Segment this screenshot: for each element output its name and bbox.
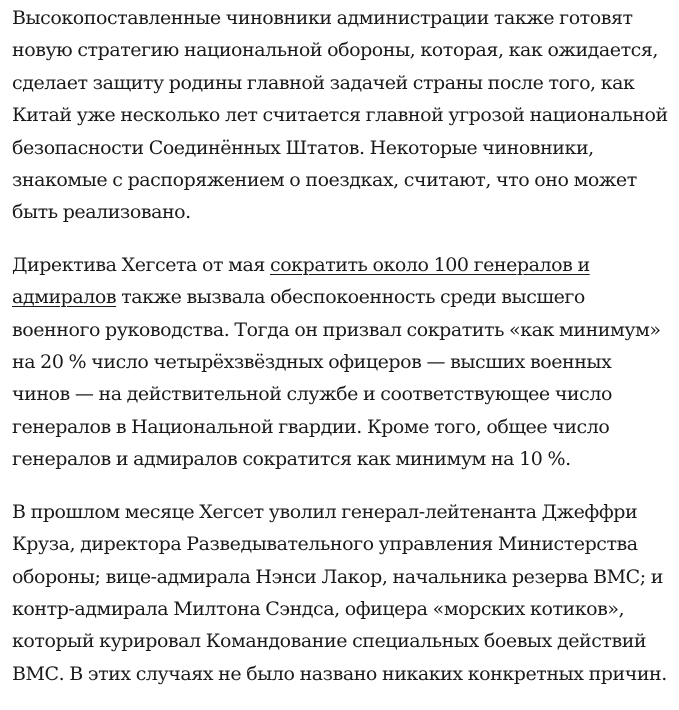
- paragraph-1: Высокопоставленные чиновники администрации также готовят новую стратегию национальной обороны, которая, как ожидается, сделает защиту родины главной задачей страны после того, как Китай уже несколько лет считается главной угрозой национальной безопасности Соединённых Штатов. Некоторые чиновники, знакомые с распоряжением о поездках, считают, что оно может быть реализовано.: [12, 7, 668, 224]
- paragraph-2-text-before-link: Директива Хегсета от мая: [12, 253, 270, 276]
- paragraph-2-text-after-link: также вызвала обеспокоенность среди высшего военного руководства. Тогда он призвал сократить «как минимум» на 20 % число четырёхзвёздных офицеров — высших военных чинов — на действительной службе и соответствующее число генералов в Национальной гвардии. Кроме того, общее число генералов и адмиралов сократится как минимум на 10 %.: [12, 286, 661, 471]
- generals-cut-link[interactable]: сократить около 100 генералов и адмиралов: [12, 253, 590, 309]
- paragraph-3: В прошлом месяце Хегсет уволил генерал-лейтенанта Джеффри Круза, директора Разведывательного управления Министерства обороны; вице-адмирала Нэнси Лакор, начальника резерва ВМС; и контр-адмирала Милтона Сэндса, офицера «морских котиков», который курировал Командование специальных боевых действий ВМС. В этих случаях не было названо никаких конкретных причин.: [12, 500, 667, 685]
- paragraph-2: [12, 249, 671, 476]
